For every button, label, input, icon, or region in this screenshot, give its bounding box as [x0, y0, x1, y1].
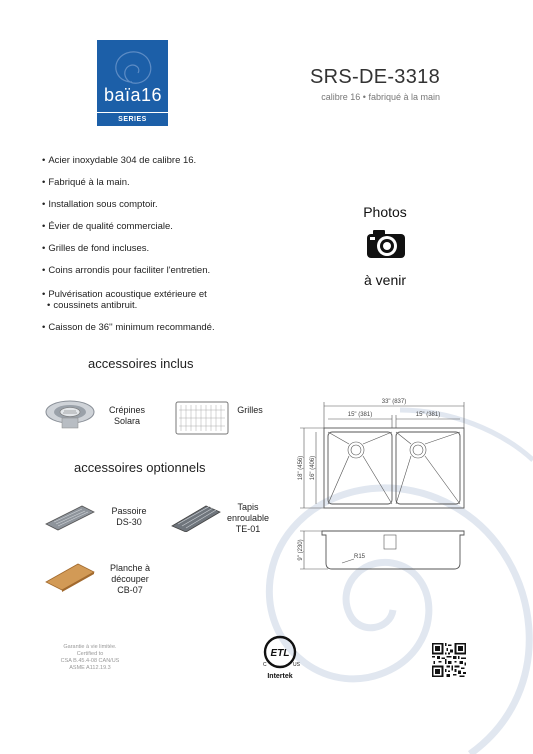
roll-mat-label-line1: Tapis	[237, 502, 259, 512]
model-number: SRS-DE-3318	[309, 66, 440, 88]
cutting-board-label	[104, 563, 156, 596]
sink-side-view-drawing	[292, 525, 472, 575]
strainers-label	[102, 405, 152, 427]
feature-item: • Fabriqué à la main.	[42, 177, 242, 188]
roll-mat-label-line3: TE-01	[235, 524, 261, 534]
feature-item: • Installation sous comptoir.	[42, 199, 242, 210]
colander-label-line2: DS-30	[116, 517, 142, 527]
brand-logo	[97, 40, 168, 126]
etl-certification-logo	[262, 634, 300, 682]
strainers-label-line1: Crépines	[108, 405, 146, 415]
cutting-board-label-line3: CB-07	[117, 585, 143, 595]
feature-item: • Acier inoxydable 304 de calibre 16.	[42, 155, 242, 166]
etl-region-right: US	[293, 662, 300, 668]
sink-top-view-drawing	[292, 392, 472, 512]
feature-item: • Évier de qualité commerciale.	[42, 221, 242, 232]
dim-bowl-left-width: 15" (381)	[347, 412, 373, 418]
feature-item: • Coins arrondis pour faciliter l'entretien.	[42, 265, 242, 276]
photos-coming-soon: à venir	[363, 272, 407, 288]
cutting-board-label-line2: découper	[111, 574, 149, 584]
cutting-board-image	[44, 560, 96, 592]
dim-overall-depth: 18" (456)	[298, 455, 304, 481]
logo-wordmark: baïa16	[103, 85, 163, 105]
included-accessories-title: accessoires inclus	[88, 356, 194, 371]
etl-region-left: C	[263, 662, 267, 668]
roll-mat-label	[224, 502, 272, 535]
dim-corner-radius: R15	[354, 554, 366, 560]
feature-item: • Pulvérisation acoustique extérieure et	[42, 289, 242, 300]
feature-item-continued: • coussinets antibruit.	[47, 300, 247, 311]
camera-icon	[366, 228, 406, 262]
colander-label-line1: Passoire	[111, 506, 147, 516]
intertek-wordmark: Intertek	[267, 673, 293, 680]
cutting-board-label-line1: Planche à	[109, 563, 151, 573]
optional-accessories-title: accessoires optionnels	[74, 460, 206, 475]
warranty-line: Certified to	[76, 651, 104, 657]
warranty-line: ASME A112.19.3	[69, 665, 111, 671]
dim-bowl-right-width: 15" (381)	[415, 412, 441, 418]
feature-item: • Caisson de 36'' minimum recommandé.	[42, 322, 242, 333]
grids-label-line1: Grilles	[237, 405, 263, 415]
qr-code	[432, 643, 466, 677]
strainers-label-line2: Solara	[113, 416, 140, 426]
warranty-text	[50, 644, 130, 672]
etl-mark-text: ETL	[270, 648, 290, 659]
photos-title: Photos	[363, 204, 407, 220]
feature-item: • Grilles de fond incluses.	[42, 243, 242, 254]
dim-overall-width: 33" (837)	[381, 399, 407, 405]
grids-label	[232, 405, 268, 416]
model-subtitle: calibre 16 • fabriqué à la main	[321, 92, 440, 102]
roll-mat-image	[170, 502, 222, 532]
logo-series-label: SERIES	[97, 113, 168, 126]
warranty-line: Garantie à vie limitée.	[63, 644, 117, 650]
dim-bowl-depth: 16" (406)	[310, 455, 316, 481]
colander-image	[44, 502, 96, 532]
warranty-line: CSA B.45.4-08 CAN/US	[60, 658, 120, 664]
roll-mat-label-line2: enroulable	[226, 513, 270, 523]
bottom-grid-image	[175, 401, 229, 435]
colander-label	[104, 506, 154, 528]
dim-height: 9" (230)	[298, 539, 304, 561]
strainer-image	[44, 398, 96, 432]
